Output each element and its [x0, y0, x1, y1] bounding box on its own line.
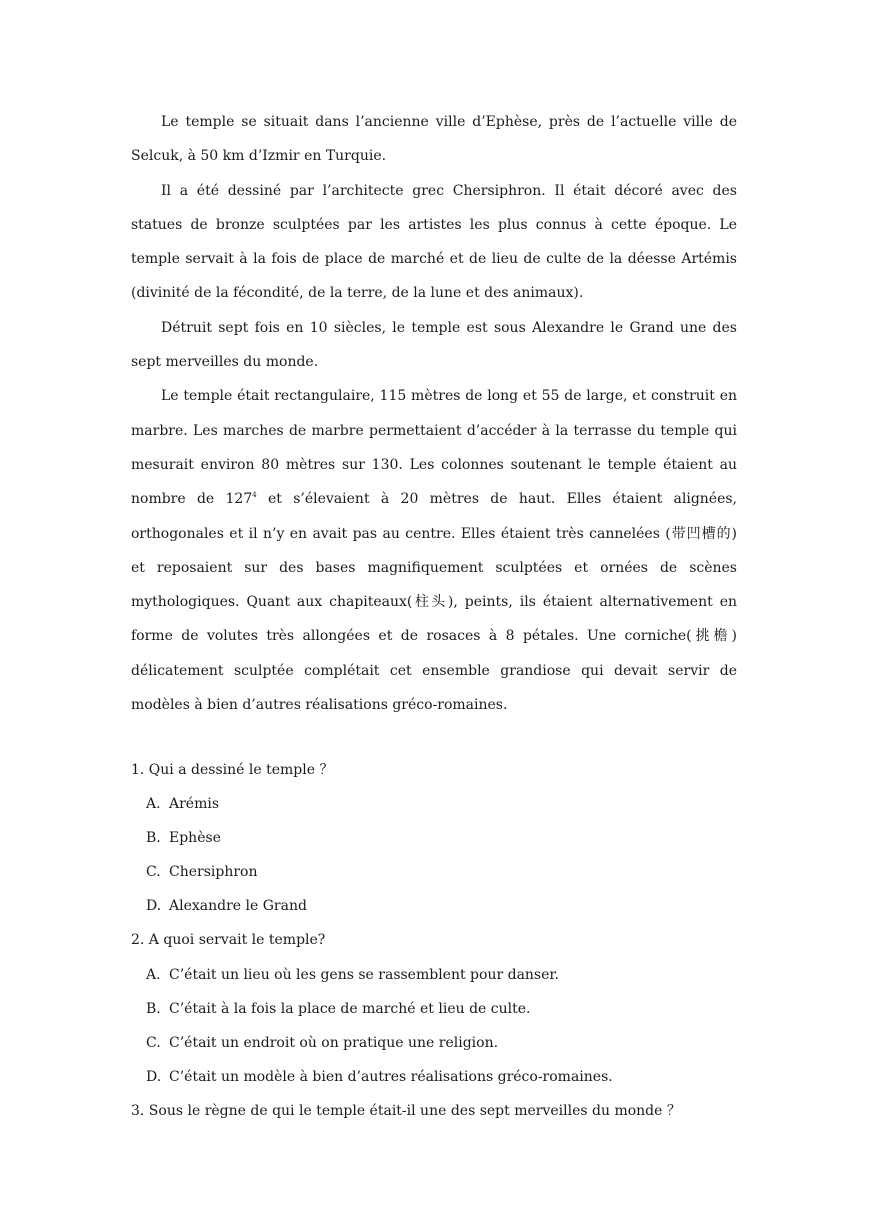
answer-option: [131, 889, 751, 923]
question-stem: 1. Qui a dessiné le temple ？: [131, 762, 334, 778]
option-text: Chersiphron: [169, 864, 258, 881]
paragraph-4: [131, 379, 737, 722]
question-1: [131, 753, 751, 923]
paragraph-4-text-end: et s’élevaient à 20 mètres de haut. Elles étaient alignées, orthogonales et il n’y en avait pas au centre. Elles étaient très cannelées (带凹槽的) et reposaient sur des bases magnifiquement sculptées et ornées de scènes mythologiques. Quant aux chapiteaux(柱头), peints, ils étaient alternativement en forme de volutes très allongées et de rosaces à 8 pétales. Une corniche(挑檐) délicatement sculptée complétait cet ensemble grandiose qui devait servir de modèles à bien d’autres réalisations gréco-romaines.: [131, 491, 738, 714]
footnote-marker: 4: [252, 491, 257, 500]
paragraph-4-text-start: Le temple était rectangulaire, 115 mètres de long et 55 de large, et construit en marbre. Les marches de marbre permettaient d’accéder à la terrasse du temple qui mesurait environ 80 mètres sur 130. Les colonnes soutenant le temple étaient au nombre de 127: [131, 388, 737, 508]
option-letter: A.: [146, 966, 161, 983]
option-letter: A.: [146, 796, 161, 813]
option-letter: C.: [146, 1034, 161, 1051]
question-2: [131, 923, 751, 1093]
option-letter: D.: [146, 898, 162, 915]
answer-option: [131, 855, 751, 889]
option-text: Alexandre le Grand: [169, 898, 307, 915]
answer-option: [131, 958, 751, 992]
option-text: C’était un modèle à bien d’autres réalisations gréco-romaines.: [169, 1068, 613, 1085]
question-stem: 3. Sous le règne de qui le temple était-il une des sept merveilles du monde ？: [131, 1102, 681, 1119]
option-text: C’était un endroit où on pratique une religion.: [169, 1034, 499, 1051]
option-text: C’était à la fois la place de marché et lieu de culte.: [169, 1000, 531, 1017]
answer-option: [131, 1026, 751, 1060]
answer-option: [131, 787, 751, 821]
option-letter: B.: [146, 830, 161, 847]
option-letter: D.: [146, 1068, 162, 1085]
answer-option: [131, 992, 751, 1026]
option-text: Ephèse: [169, 830, 221, 847]
paragraph-2: Il a été dessiné par l’architecte grec Chersiphron. Il était décoré avec des statues de bronze sculptées par les artistes les plus connus à cette époque. Le temple servait à la fois de place de marché et de lieu de culte de la déesse Artémis (divinité de la fécondité, de la terre, de la lune et des animaux).: [131, 182, 737, 302]
paragraph-1: Le temple se situait dans l’ancienne ville d’Ephèse, près de l’actuelle ville de Selcuk, à 50 km d’Izmir en Turquie.: [131, 114, 737, 165]
reading-passage: [131, 105, 737, 722]
option-text: Arémis: [169, 796, 220, 813]
option-letter: C.: [146, 864, 161, 881]
question-list: [131, 753, 751, 1128]
paragraph-3: Détruit sept fois en 10 siècles, le temple est sous Alexandre le Grand une des sept merveilles du monde.: [131, 319, 737, 371]
option-text: C’était un lieu où les gens se rassemblent pour danser.: [169, 966, 560, 983]
option-letter: B.: [146, 1000, 161, 1017]
answer-option: [131, 821, 751, 855]
answer-option: [131, 1060, 751, 1094]
question-stem: 2. A quoi servait le temple?: [131, 932, 326, 949]
question-3: [131, 1094, 751, 1128]
